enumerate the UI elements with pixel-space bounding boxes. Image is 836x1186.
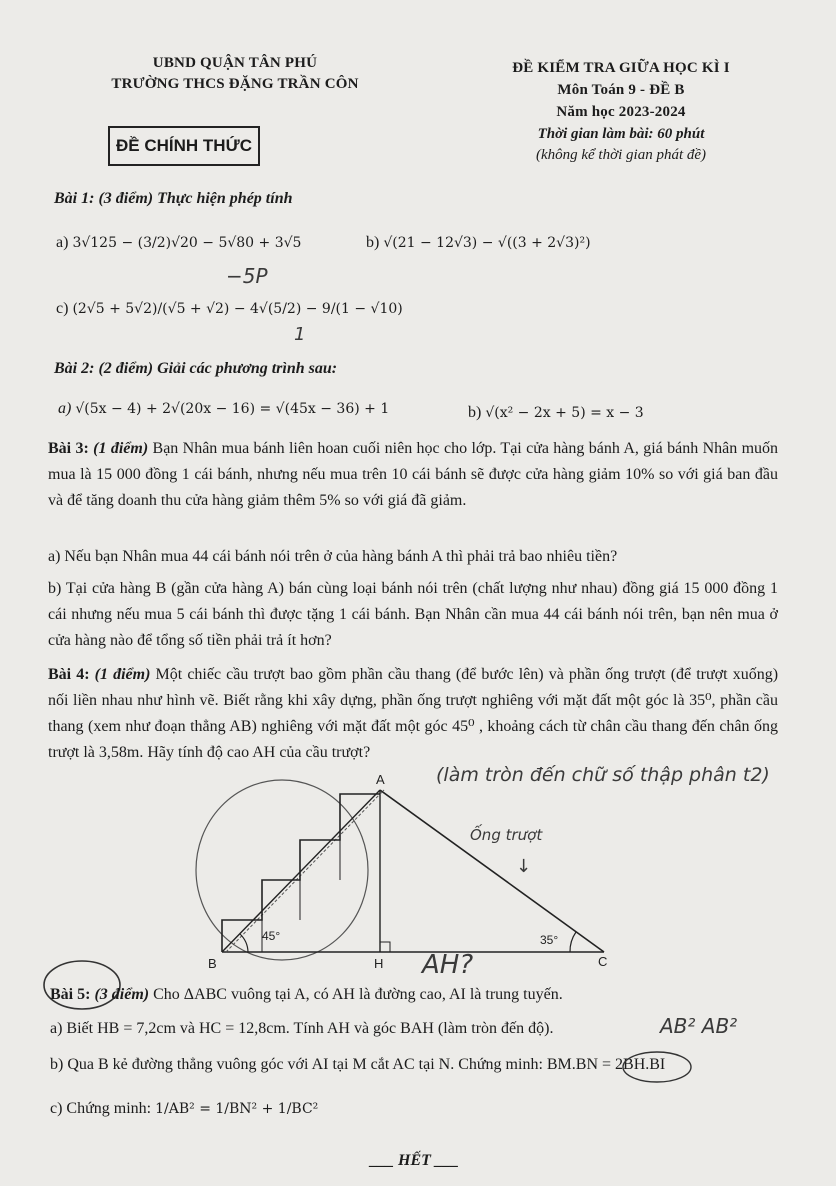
bai5-c xyxy=(50,1100,318,1118)
bai4-points: (1 điểm) xyxy=(94,666,151,683)
label-a: A xyxy=(376,772,385,787)
bai1-b-expr: √(21 − 12√3) − √((3 + 2√3)²) xyxy=(383,235,591,251)
bai5-text: Cho ΔABC vuông tại A, có AH là đường cao, AI là trung tuyến. xyxy=(153,986,563,1003)
bai1-a-expr: 3√125 − (3/2)√20 − 5√80 + 3√5 xyxy=(72,235,302,251)
bai4-label: Bài 4: xyxy=(48,666,90,683)
bai5-intro xyxy=(50,986,563,1004)
bai1-hand-note: −5P xyxy=(226,264,268,288)
stair-line-ab xyxy=(222,790,380,952)
school-name: TRƯỜNG THCS ĐẶNG TRẦN CÔN xyxy=(111,76,359,92)
bai1-title: Bài 1: (3 điểm) Thực hiện phép tính xyxy=(54,190,293,207)
bai4-hand-slide: Ống trượt xyxy=(470,826,543,844)
exam-subject: Môn Toán 9 - ĐỀ B xyxy=(557,82,685,98)
bai5-a-hand: AB² AB² xyxy=(660,1014,738,1038)
bai2-title xyxy=(54,360,337,378)
bai1-a xyxy=(56,234,301,252)
bai2-a-expr: √(5x − 4) + 2√(20x − 16) = √(45x − 36) + 1 xyxy=(75,401,390,417)
bai2-title-num: Bài 2: (2 điểm) xyxy=(54,360,154,377)
district-name: UBND QUẬN TÂN PHÚ xyxy=(152,55,318,71)
bai4-text-block xyxy=(48,662,778,766)
bai1-a-label: a) xyxy=(56,234,69,251)
right-angle-mark xyxy=(380,942,390,952)
bai2-b-label: b) xyxy=(468,404,482,421)
bai5-b-hand-circle xyxy=(620,1050,694,1084)
label-h: H xyxy=(374,956,384,970)
label-c: C xyxy=(598,954,608,969)
bai1-b xyxy=(366,234,591,252)
bai3-points: (1 điểm) xyxy=(93,440,149,457)
bai2-a-label: a) xyxy=(58,400,72,417)
bai5-b: b) Qua B kẻ đường thẳng vuông góc với AI tại M cắt AC tại N. Chứng minh: BM.BN = 2BH.BI xyxy=(50,1056,666,1073)
school-year: Năm học 2023-2024 xyxy=(556,104,686,120)
official-exam-badge: ĐỀ CHÍNH THỨC xyxy=(108,126,260,166)
bai1-hand-mark: 1 xyxy=(294,324,306,345)
exam-duration: Thời gian làm bài: 60 phút xyxy=(537,126,705,142)
bai5-label: Bài 5: xyxy=(50,986,91,1003)
bai3-b: b) Tại cửa hàng B (gần cửa hàng A) bán cùng loại bánh nói trên (chất lượng như nhau) đồng giá 15 000 đồng 1 cái nhưng nếu mua 5 cái bánh thì được tặng 1 cái bánh. Bạn Nhân cần mua 44 cái bánh nói trên, bạn nên mua ở cửa hàng nào để tổng số tiền phải trả ít hơn? xyxy=(48,580,778,649)
bai5-points: (3 điểm) xyxy=(94,986,150,1003)
stair-line-hand xyxy=(226,790,384,952)
bai4-hand-note: (làm tròn đến chữ số thập phân t2) xyxy=(436,764,770,786)
duration-note: (không kể thời gian phát đề) xyxy=(535,147,707,163)
end-marker: ___ HẾT ___ xyxy=(370,1152,459,1169)
angle-label-b: 45° xyxy=(262,929,281,943)
bai2-b-expr: √(x² − 2x + 5) = x − 3 xyxy=(485,405,644,421)
bai5-a: a) Biết HB = 7,2cm và HC = 12,8cm. Tính AH và góc BAH (làm tròn đến độ). xyxy=(50,1020,554,1037)
angle-label-c: 35° xyxy=(540,933,559,947)
bai2-title-text: Giải các phương trình sau: xyxy=(157,360,338,377)
bai4-hand-arrow: ↓ xyxy=(516,856,532,877)
bai3-a: a) Nếu bạn Nhân mua 44 cái bánh nói trên ở của hàng bánh A thì phải trả bao nhiêu tiền? xyxy=(48,548,618,565)
bai4-hand-ah: AH? xyxy=(422,950,474,980)
slide-line-ac xyxy=(380,790,604,952)
bai1-c-label: c) xyxy=(56,300,69,317)
bai4-text: Một chiếc cầu trượt bao gồm phần cầu thang (để bước lên) và phần ống trượt (để trượt xuống) nối liền nhau như hình vẽ. Biết rằng khi xây dựng, phần ống trượt nghiêng với mặt đất một góc là 35⁰, phần cầu thang (xem như đoạn thẳng AB) nghiêng với mặt đất một góc 45⁰ , khoảng cách từ chân cầu thang đến chân ống trượt là 3,58m. Hãy tính độ cao AH của cầu trượt? xyxy=(48,666,779,761)
bai1-b-label: b) xyxy=(366,234,380,251)
bai3-label: Bài 3: xyxy=(48,440,89,457)
exam-title: ĐỀ KIỂM TRA GIỮA HỌC KÌ I xyxy=(512,60,730,76)
angle-arc-c xyxy=(570,932,576,952)
bai3-intro-text: Bạn Nhân mua bánh liên hoan cuối niên học cho lớp. Tại cửa hàng bánh A, giá bánh Nhân muốn mua là 15 000 đồng 1 cái bánh, nhưng nếu mua trên 10 cái bánh sẽ được cửa hàng giảm 10% so với giá ban đầu và để tăng doanh thu cửa hàng giảm thêm 5% so với giá đã giảm. xyxy=(48,440,779,509)
label-b: B xyxy=(208,956,217,970)
bai2-a xyxy=(58,400,389,418)
bai5-c-expr: 1/AB² = 1/BN² + 1/BC² xyxy=(155,1101,319,1117)
end-text: HẾT xyxy=(398,1152,431,1169)
bai1-c-expr: (2√5 + 5√2)/(√5 + √2) − 4√(5/2) − 9/(1 − √10) xyxy=(72,301,403,317)
bai5-c-label: c) Chứng minh: xyxy=(50,1100,152,1117)
slide-figure xyxy=(190,770,630,970)
bai1-c xyxy=(56,300,403,318)
bai3-intro xyxy=(48,436,778,514)
bai2-b xyxy=(468,404,644,422)
